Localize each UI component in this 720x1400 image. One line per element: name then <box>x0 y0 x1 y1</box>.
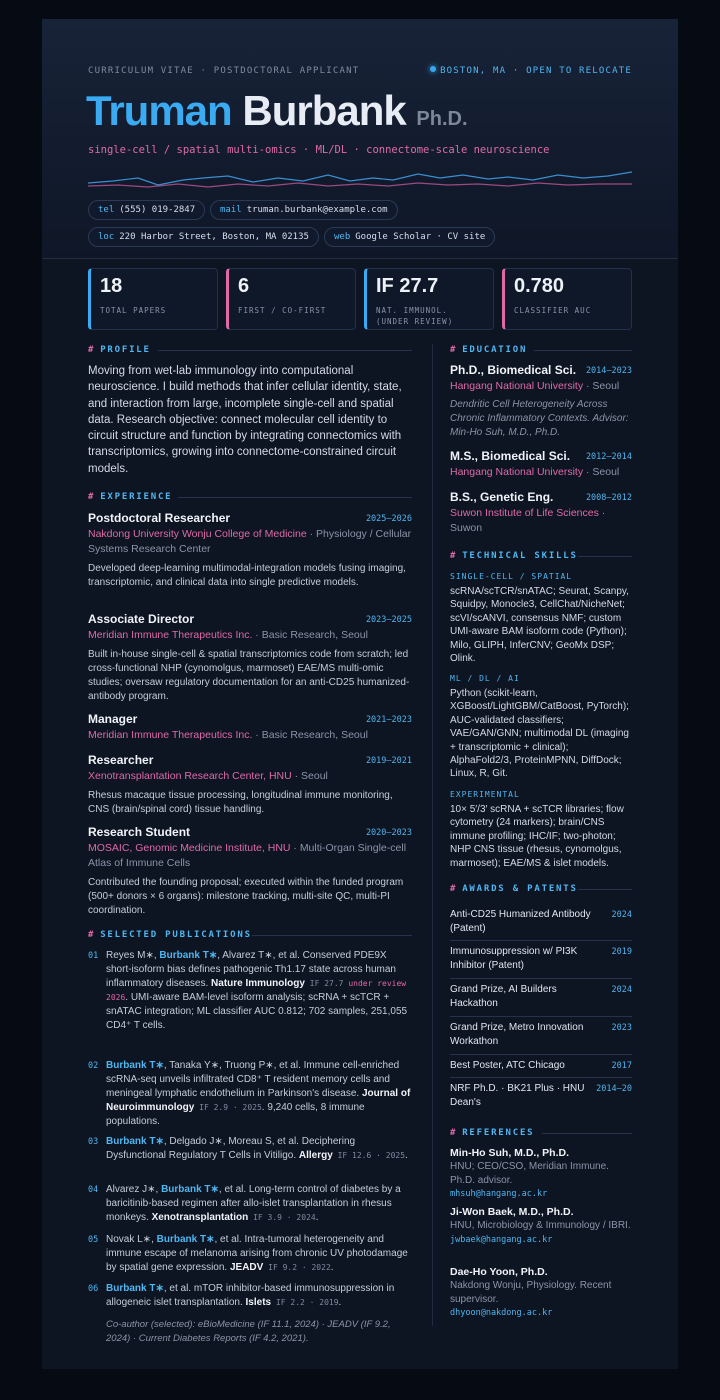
award-divider <box>450 1077 632 1078</box>
education-entry: B.S., Genetic Eng. 2008–2012 Suwon Institute of Life Sciences · Suwon <box>450 490 632 534</box>
section-education: # EDUCATION <box>450 345 528 355</box>
contact-location[interactable]: loc 220 Harbor Street, Boston, MA 02135 <box>88 227 319 247</box>
reference-entry: Dae-Ho Yoon, Ph.D. Nakdong Wonju, Physiology. Recent supervisor. dhyoon@nakdong.ac.kr <box>450 1266 632 1318</box>
section-rule <box>534 350 632 351</box>
award-item: Immunosuppression w/ PI3K Inhibitor (Patent) 2019 <box>450 946 632 971</box>
award-item: Grand Prize, AI Builders Hackathon 2024 <box>450 984 632 1009</box>
tagline: single-cell / spatial multi-omics · ML/DL · connectome-scale neuroscience <box>88 144 550 156</box>
location-badge: BOSTON, MA · OPEN TO RELOCATE <box>430 66 632 76</box>
publication-item: 05 Novak L∗, Burbank T∗, et al. Intra-tumoral heterogeneity and immune escape of melanoma arising from chronic UV photodamage by spatial gene expression. JEADV IF 9.2 · 2022. <box>88 1234 408 1273</box>
stat-total-papers: 18 TOTAL PAPERS <box>88 268 218 330</box>
job-entry: Researcher 2019–2021 Xenotransplantation Research Center, HNU · Seoul Rhesus macaque tissue processing, longitudinal immune monitoring, CNS (brain/spinal cord) tissue handling. <box>88 753 412 815</box>
section-experience: # EXPERIENCE <box>88 492 173 502</box>
skill-list: 10× 5′/3′ scRNA + scTCR libraries; flow cytometry (24 markers); brain/CNS immune profiling; IHC/IF; two-photon; NHP CNS tissue (rhesus, cynomolgus, marmoset); EAE/MS & islet models. <box>450 804 624 869</box>
job-entry: Manager 2021–2023 Meridian Immune Therapeutics Inc. · Basic Research, Seoul <box>88 712 412 741</box>
job-entry: Associate Director 2023–2025 Meridian Immune Therapeutics Inc. · Basic Research, Seoul Built in-house single-cell & spatial transcriptomics code from scratch; led cross-functional NHP (cynomolgus, marmoset) EAE/MS multi-omic studies; oversaw regulatory documentation for an anti-CD25 humanized-antibody program. <box>88 612 412 702</box>
section-skills: # TECHNICAL SKILLS <box>450 551 578 561</box>
hero-header <box>42 19 678 259</box>
signal-wave-icon <box>88 169 632 193</box>
publication-item: 02 Burbank T∗, Tanaka Y∗, Truong P∗, et al. Immune cell-enriched scRNA-seq unveils infiltrated CD8⁺ T resident memory cells and meningeal lymphatic endothelium in Parkinson's disease. Journal of Neuroimmunology IF 2.9 · 2025. 9,240 cells, 8 immune populations. <box>88 1060 411 1127</box>
last-name: Burbank <box>242 87 406 134</box>
section-awards: # AWARDS & PATENTS <box>450 884 578 894</box>
education-entry: Ph.D., Biomedical Sci. 2014–2023 Hangang National University · Seoul Dendritic Cell Heterogeneity Across Chronic Inflammatory Contexts. Advisor: Min-Ho Suh, M.D., Ph.D. <box>450 363 632 438</box>
coauthor-note: Co-author (selected): eBioMedicine (IF 11.1, 2024) · JEADV (IF 9.2, 2024) · Current Diabetes Reports (IF 4.2, 2021). <box>106 1319 391 1344</box>
section-rule <box>252 935 412 936</box>
contact-email[interactable]: mail truman.burbank@example.com <box>210 200 398 220</box>
stat-classifier-auc: 0.780 CLASSIFIER AUC <box>502 268 632 330</box>
skill-category: EXPERIMENTAL <box>450 790 520 799</box>
publication-item: 01 Reyes M∗, Burbank T∗, Alvarez T∗, et al. Conserved PDE9X short-isoform bias defines pathogenic Th1.17 state across human inflammatory diseases. Nature Immunology IF 27.7 under review 2026. UMI-aware BAM-level isoform analysis; scRNA + scTCR + snATAC integration; ML classifier AUC 0.812; 702 samples, 251,055 CD4⁺ T cells. <box>88 950 408 1031</box>
reference-entry: Ji-Won Baek, M.D., Ph.D. HNU, Microbiology & Immunology / IBRI. jwbaek@hangang.ac.kr <box>450 1206 631 1245</box>
section-rule <box>542 1133 632 1134</box>
award-item: Grand Prize, Metro Innovation Workathon 2023 <box>450 1022 632 1047</box>
reference-email[interactable]: dhyoon@nakdong.ac.kr <box>450 1308 553 1318</box>
award-item: Anti-CD25 Humanized Antibody (Patent) 2024 <box>450 909 632 934</box>
skill-category: ML / DL / AI <box>450 674 520 683</box>
stat-impact-factor: IF 27.7 NAT. IMMUNOL. (UNDER REVIEW) <box>364 268 494 330</box>
skill-category: SINGLE-CELL / SPATIAL <box>450 572 573 581</box>
section-rule <box>578 889 632 890</box>
degree: Ph.D. <box>416 108 468 130</box>
status-dot-icon <box>430 66 436 72</box>
full-name <box>86 87 468 135</box>
publication-item: 06 Burbank T∗, et al. mTOR inhibitor-based immunosuppression in allogeneic islet transplantation. Islets IF 2.2 · 2019. <box>88 1283 395 1308</box>
publication-item: 04 Alvarez J∗, Burbank T∗, et al. Long-term control of diabetes by a baricitinib-based regimen after allo-islet transplantation in rhesus monkeys. Xenotransplantation IF 3.9 · 2024. <box>88 1184 401 1223</box>
section-publications: # SELECTED PUBLICATIONS <box>88 930 252 940</box>
education-entry: M.S., Biomedical Sci. 2012–2014 Hangang National University · Seoul <box>450 449 632 478</box>
first-name: Truman <box>86 87 232 134</box>
section-rule <box>578 556 632 557</box>
reference-email[interactable]: mhsuh@hangang.ac.kr <box>450 1189 548 1199</box>
award-divider <box>450 978 632 979</box>
contact-phone[interactable]: tel (555) 019-2847 <box>88 200 205 220</box>
section-references: # REFERENCES <box>450 1128 535 1138</box>
award-divider <box>450 1016 632 1017</box>
cv-card <box>42 19 678 1369</box>
column-divider <box>432 344 433 1326</box>
publication-item: 03 Burbank T∗, Delgado J∗, Moreau S, et al. Deciphering Dysfunctional Regulatory T Cells in Vitiligo. Allergy IF 12.6 · 2025. <box>88 1136 408 1161</box>
section-profile: # PROFILE <box>88 345 151 355</box>
award-item: NRF Ph.D. · BK21 Plus · HNU Dean's 2014–20 <box>450 1083 632 1108</box>
job-entry: Postdoctoral Researcher 2025–2026 Nakdong University Wonju College of Medicine · Physiology / Cellular Systems Research Center Developed deep-learning multimodal-integration models fusing imaging, transcriptomic, and clinical data into single predictive models. <box>88 511 412 588</box>
profile-text: Moving from wet-lab immunology into computational neuroscience. I build methods that infer cellular identity, state, and interaction from large, incomplete single-cell and spatial data. Research objective: connect molecular cell identity to circuit structure and function by integrating connectomics with transcriptomics, growing into connectome-constrained circuit models. <box>88 365 402 475</box>
stat-first-author: 6 FIRST / CO-FIRST <box>226 268 356 330</box>
award-divider <box>450 1054 632 1055</box>
skill-list: Python (scikit-learn, XGBoost/LightGBM/CatBoost, PyTorch); AUC-validated classifiers; VAE/GAN/GNN; multimodal DL (imaging + transcriptomic + clinical); AlphaFold2/3, ProteinMPNN, DiffDock; Linux, R, Git. <box>450 688 629 780</box>
contact-web[interactable]: web Google Scholar · CV site <box>324 227 495 247</box>
section-rule <box>158 350 412 351</box>
award-divider <box>450 940 632 941</box>
job-entry: Research Student 2020–2023 MOSAIC, Genomic Medicine Institute, HNU · Multi-Organ Single-cell Atlas of Immune Cells Contributed the founding proposal; executed within the funded program (500+ donors × 6 organs): milestone tracking, multi-site QC, multi-PI coordination. <box>88 825 412 916</box>
section-rule <box>178 497 412 498</box>
reference-email[interactable]: jwbaek@hangang.ac.kr <box>450 1234 553 1245</box>
skill-list: scRNA/scTCR/snATAC; Seurat, Scanpy, Squidpy, Monocle3, CellChat/NicheNet; scVI/scANVI, consensus NMF; custom UMI-aware BAM isoform code (Python); Milo, GLIPH, InferCNV; GeoMx DSP; Olink. <box>450 586 629 665</box>
eyebrow: CURRICULUM VITAE · POSTDOCTORAL APPLICANT <box>88 66 360 76</box>
award-item: Best Poster, ATC Chicago 2017 <box>450 1060 632 1071</box>
reference-entry: Min-Ho Suh, M.D., Ph.D. HNU; CEO/CSO, Meridian Immune. Ph.D. advisor. mhsuh@hangang.ac.kr <box>450 1147 632 1199</box>
